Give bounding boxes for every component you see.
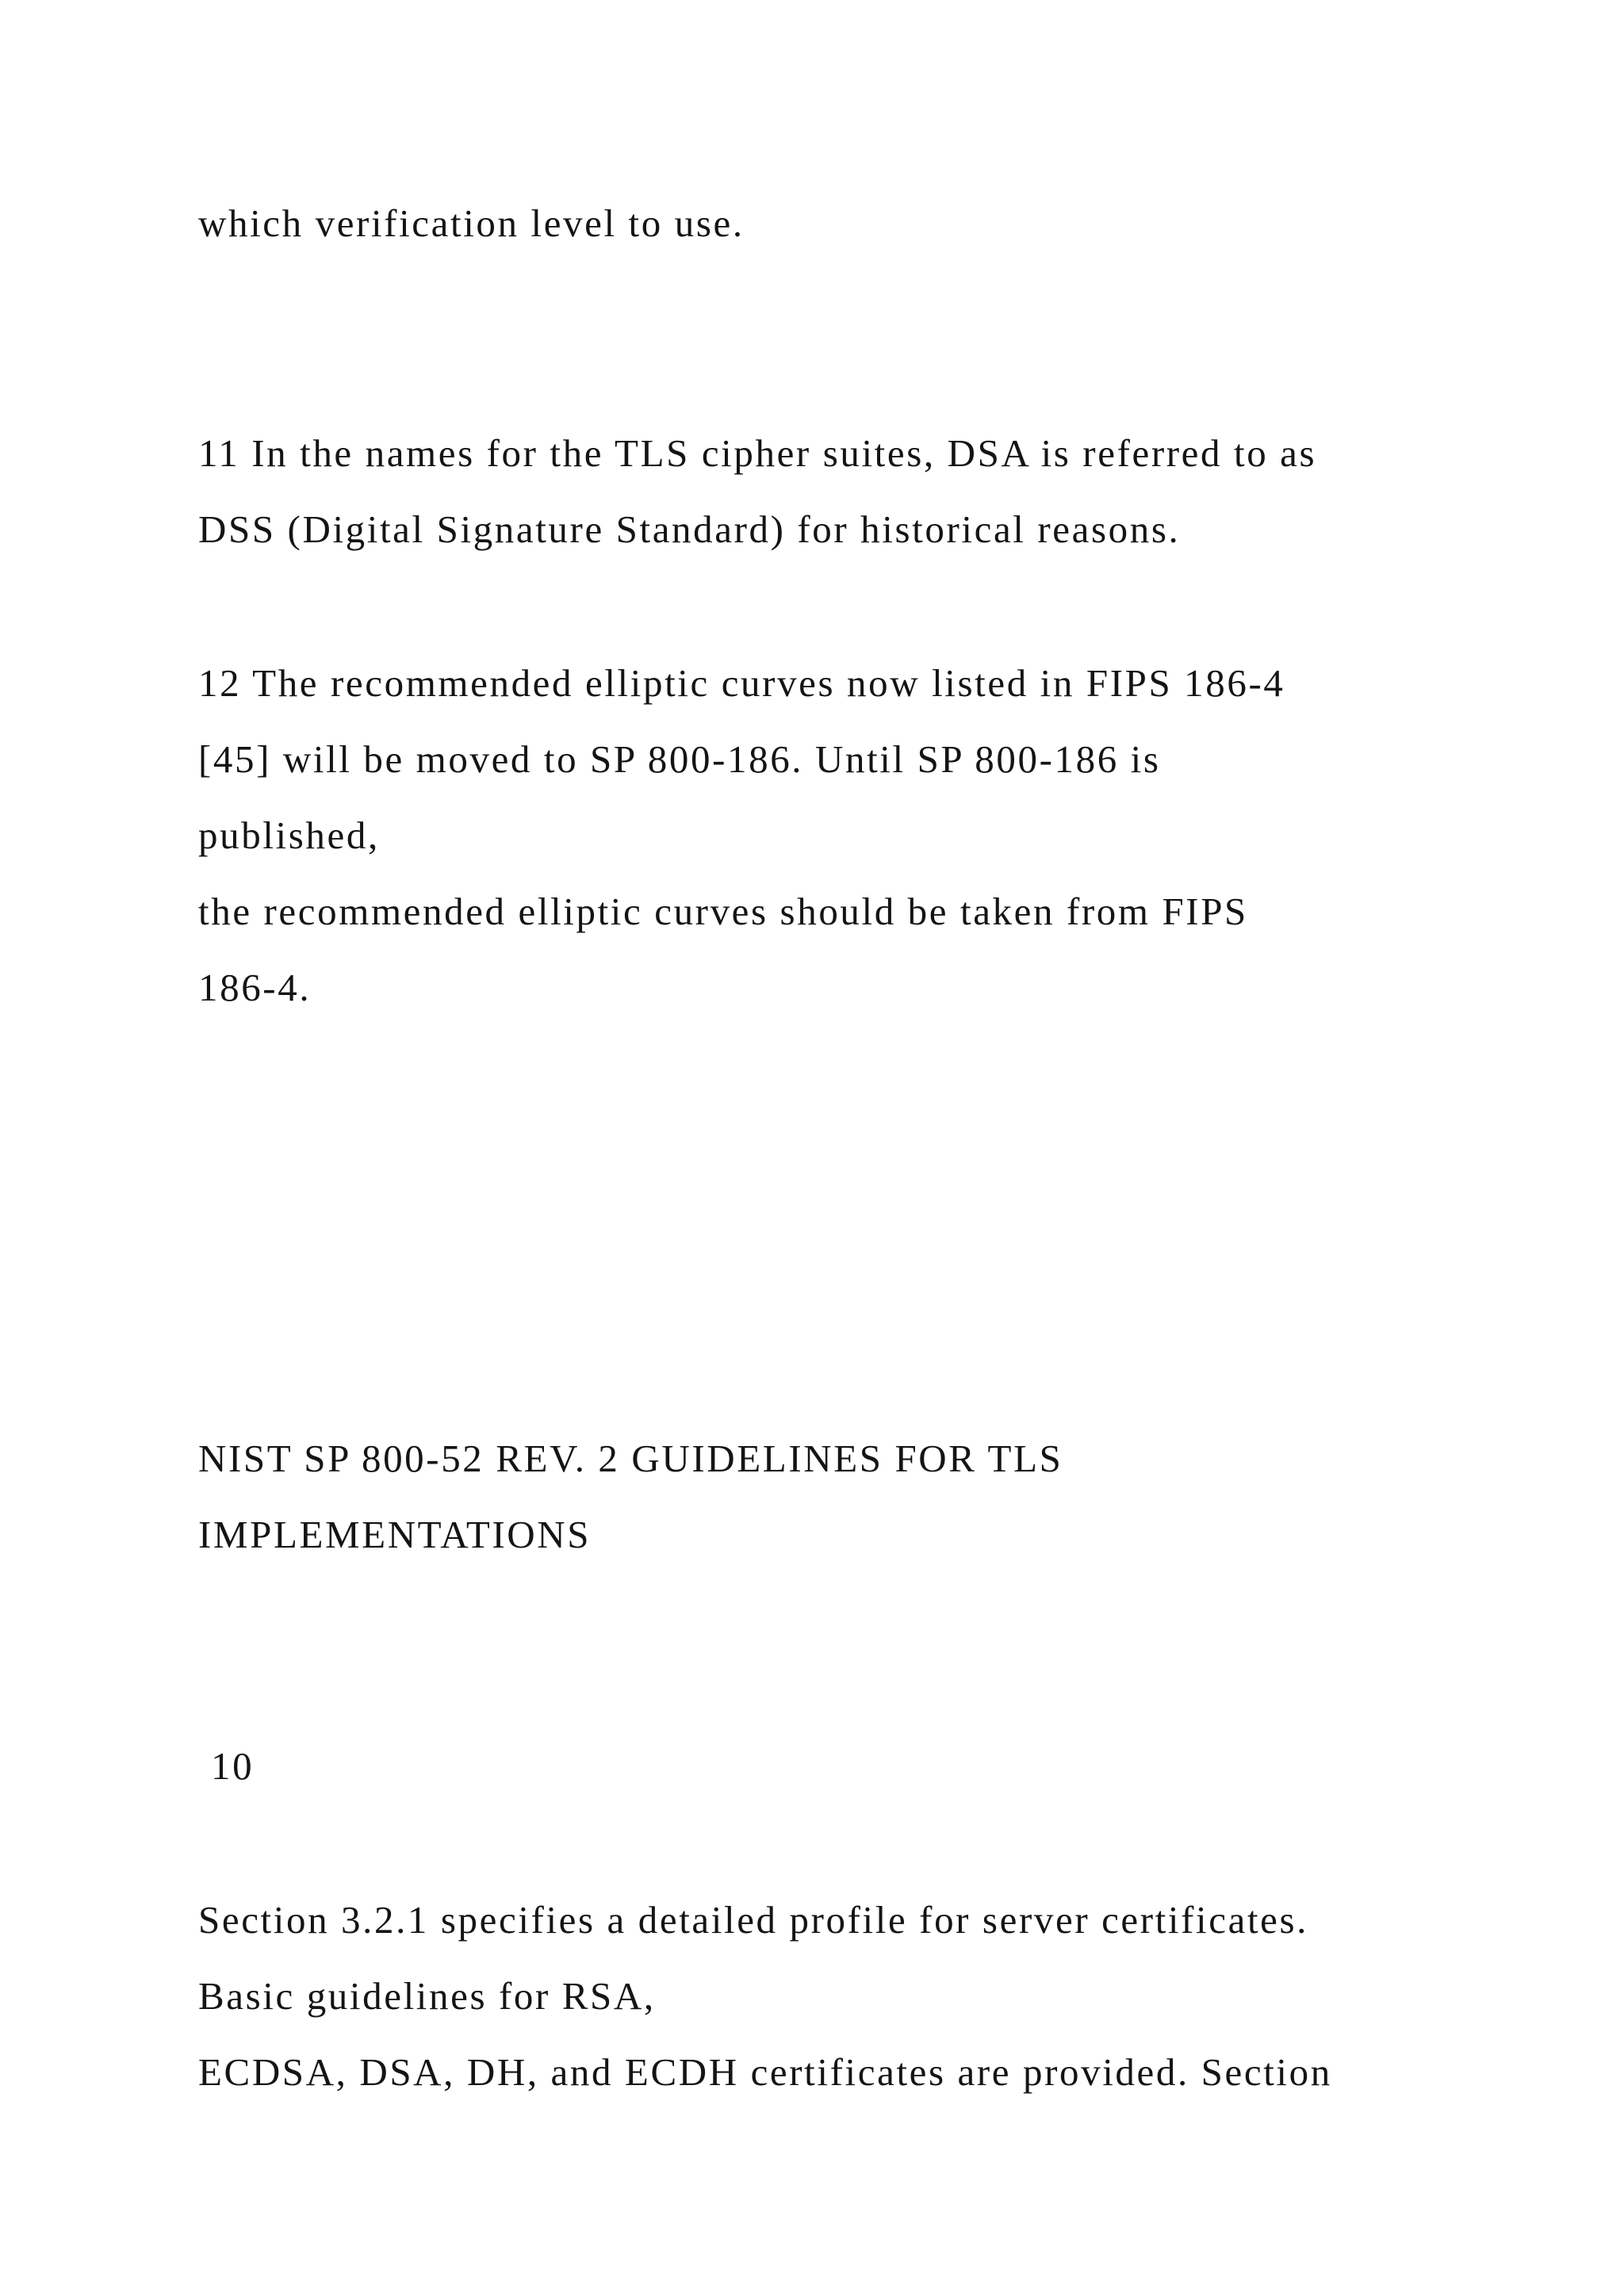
footnote-12-line-1: 12 The recommended elliptic curves now listed in FIPS 186-4 (198, 661, 1285, 705)
footnote-12-line-5: 186-4. (198, 966, 312, 1009)
running-header-line-1: NIST SP 800-52 REV. 2 GUIDELINES FOR TLS (198, 1437, 1063, 1480)
footnote-12-line-4: the recommended elliptic curves should be taken from FIPS (198, 890, 1248, 933)
page-number: 10 (211, 1744, 255, 1788)
footnote-12-line-3: published, (198, 813, 380, 857)
text-line-continuation: which verification level to use. (198, 201, 745, 245)
running-header-line-2: IMPLEMENTATIONS (198, 1513, 592, 1556)
body-text-line-2: Basic guidelines for RSA, (198, 1974, 656, 2018)
footnote-11-line-2: DSS (Digital Signature Standard) for historical reasons. (198, 507, 1181, 551)
footnote-12-line-2: [45] will be moved to SP 800-186. Until SP 800-186 is (198, 737, 1161, 781)
body-text-line-1: Section 3.2.1 specifies a detailed profile for server certificates. (198, 1898, 1309, 1942)
body-text-line-3: ECDSA, DSA, DH, and ECDH certificates are provided. Section (198, 2050, 1332, 2094)
footnote-11-line-1: 11 In the names for the TLS cipher suites, DSA is referred to as (198, 431, 1317, 475)
